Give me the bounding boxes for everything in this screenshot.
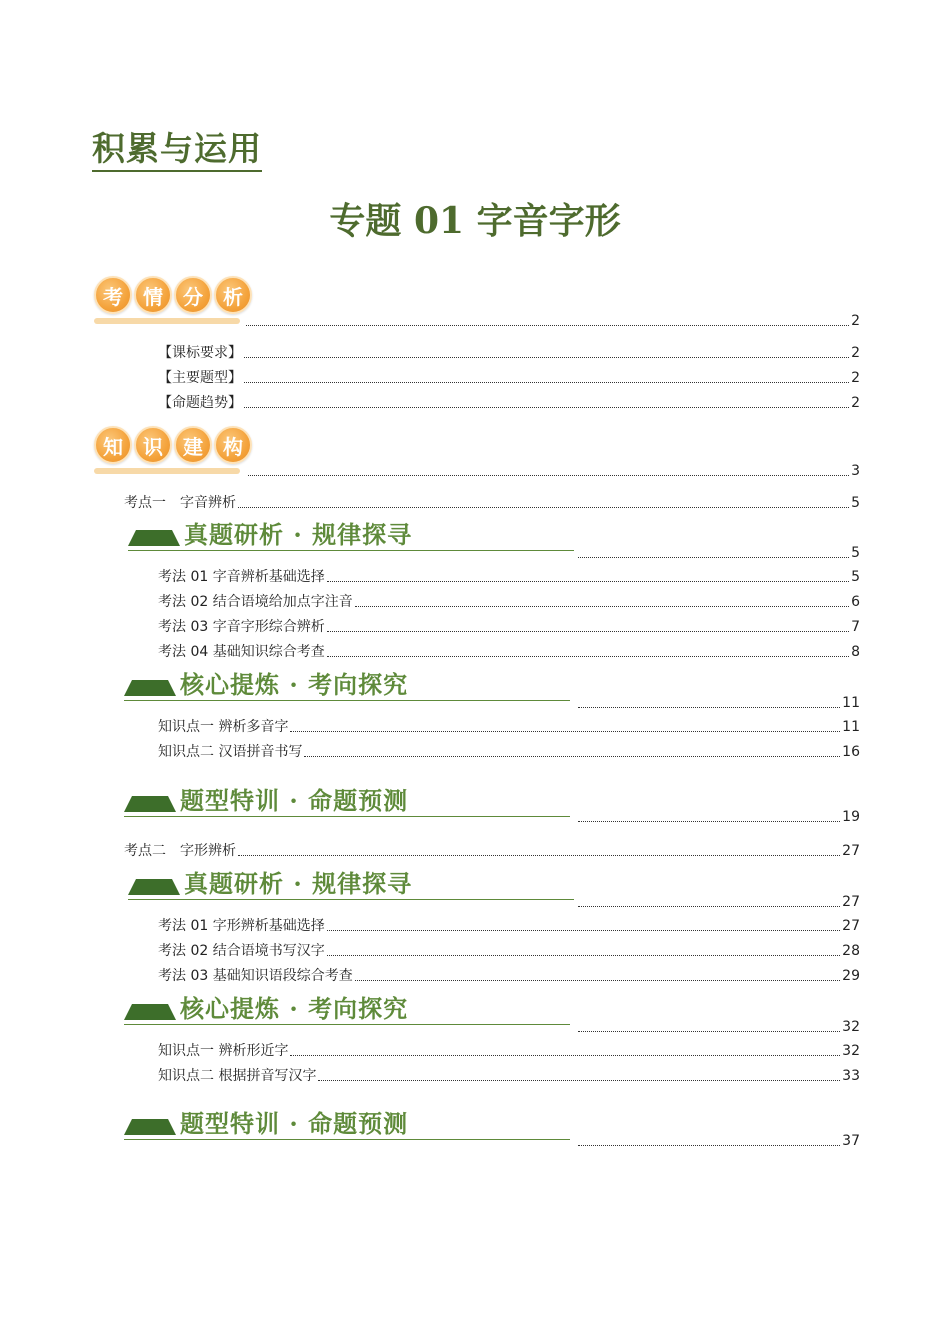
toc-row[interactable]: 考法 03 基础知识语段综合考查 29 [158,968,860,984]
toc-row[interactable]: 考法 03 字音字形综合辨析 7 [158,619,860,635]
page-title: 专题 01 字音字形 [329,200,621,242]
toc-row[interactable]: 19 [576,808,860,826]
toc-row[interactable]: 考法 02 结合语境书写汉字 28 [158,943,860,959]
section-header: 题型特训 · 命题预测 [124,786,574,818]
toc-row[interactable]: 【命题趋势】 2 [158,395,860,411]
toc-row[interactable]: 2 [244,312,860,330]
badge-char: 考 [94,276,132,314]
badge-char: 建 [174,426,212,464]
header-bar [124,680,176,696]
toc-row[interactable]: 【主要题型】 2 [158,370,860,386]
toc-row[interactable]: 知识点二 汉语拼音书写 16 [158,744,860,760]
toc-row[interactable]: 5 [576,544,860,562]
toc-row[interactable]: 27 [576,893,860,911]
category-title: 积累与运用 [92,128,262,172]
toc-row[interactable]: 知识点一 辨析多音字 11 [158,719,860,735]
toc-row[interactable]: 考法 01 字形辨析基础选择 27 [158,918,860,934]
header-bar [124,1004,176,1020]
section-header: 核心提炼 · 考向探究 [124,994,574,1026]
section-header: 真题研析 · 规律探寻 [128,869,578,901]
badge-zhishi [94,426,252,474]
header-bar [124,1119,176,1135]
section-header: 题型特训 · 命题预测 [124,1109,574,1141]
badge-char: 知 [94,426,132,464]
toc-row[interactable]: 考法 01 字音辨析基础选择 5 [158,569,860,585]
badge-char: 分 [174,276,212,314]
badge-char: 构 [214,426,252,464]
badge-char: 析 [214,276,252,314]
toc-row[interactable]: 考法 02 结合语境给加点字注音 6 [158,594,860,610]
header-bar [128,530,180,546]
badge-kaoqing [94,276,252,324]
toc-row[interactable]: 考法 04 基础知识综合考查 8 [158,644,860,660]
section-header: 真题研析 · 规律探寻 [128,520,578,552]
toc-row[interactable]: 考点一 字音辨析 5 [124,495,860,511]
toc-row[interactable]: 【课标要求】 2 [158,345,860,361]
toc-row[interactable]: 32 [576,1018,860,1036]
section-header: 核心提炼 · 考向探究 [124,670,574,702]
toc-row[interactable]: 考点二 字形辨析 27 [124,843,860,859]
toc-row[interactable]: 3 [246,462,860,480]
toc-row[interactable]: 11 [576,694,860,712]
toc-row[interactable]: 37 [576,1132,860,1150]
badge-char: 情 [134,276,172,314]
header-bar [128,879,180,895]
toc-row[interactable]: 知识点二 根据拼音写汉字 33 [158,1068,860,1084]
toc-row[interactable]: 知识点一 辨析形近字 32 [158,1043,860,1059]
badge-char: 识 [134,426,172,464]
header-bar [124,796,176,812]
